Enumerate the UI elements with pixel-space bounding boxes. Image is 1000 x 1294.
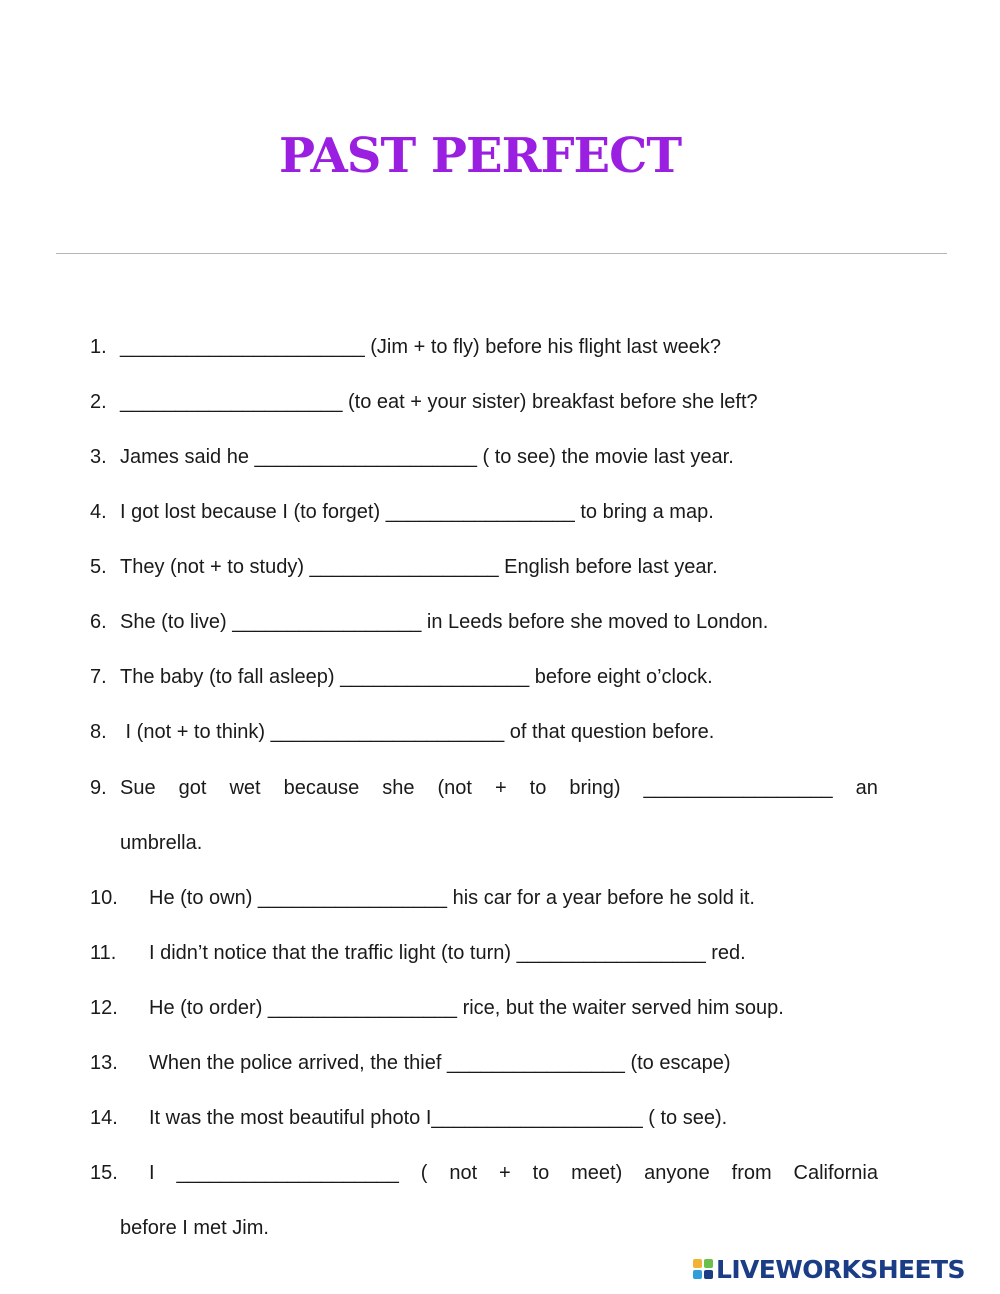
page-title: PAST PERFECT — [278, 128, 682, 184]
exercise-item-7 — [90, 662, 880, 692]
item-text: He (to order) _________________ rice, but the waiter served him soup. — [149, 997, 784, 1019]
item-word: (not — [437, 777, 472, 799]
exercise-item-13 — [90, 1048, 880, 1078]
item-text: I got lost because I (to forget) _________________ to bring a map. — [120, 501, 714, 523]
exercise-item-1 — [90, 332, 880, 362]
item-15-continuation: before I met Jim. — [120, 1217, 269, 1239]
item-number: 14. — [90, 1107, 118, 1129]
item-word: I — [149, 1162, 155, 1184]
exercise-item-5 — [90, 552, 880, 582]
exercise-item-6 — [90, 607, 880, 637]
item-word: to — [532, 1162, 550, 1184]
exercise-item-3 — [90, 442, 880, 472]
item-text: I didn’t notice that the traffic light (to turn) _________________ red. — [149, 942, 746, 964]
item-text: When the police arrived, the thief ________________ (to escape) — [149, 1052, 731, 1074]
item-text: ______________________ (Jim + to fly) before his flight last week? — [120, 336, 721, 358]
item-word: ( — [420, 1162, 428, 1184]
exercise-item-9 — [90, 773, 880, 803]
item-word: to — [529, 777, 547, 799]
exercise-item-12 — [90, 993, 880, 1023]
item-text: They (not + to study) _________________ English before last year. — [120, 556, 718, 578]
item-text: The baby (to fall asleep) _________________ before eight o’clock. — [120, 666, 713, 688]
item-number: 3. — [90, 446, 107, 468]
item-text: I (not + to think) _____________________ of that question before. — [120, 721, 715, 743]
exercise-item-14 — [90, 1103, 880, 1133]
item-word: Sue — [120, 777, 156, 799]
item-text: James said he ____________________ ( to see) the movie last year. — [120, 446, 734, 468]
item-number: 8. — [90, 721, 107, 743]
item-number: 13. — [90, 1052, 118, 1074]
item-word: she — [382, 777, 415, 799]
item-word: wet — [229, 777, 261, 799]
item-number: 2. — [90, 391, 107, 413]
item-number: 5. — [90, 556, 107, 578]
item-number: 9. — [90, 777, 107, 799]
logo-text: LIVEWORKSHEETS — [716, 1254, 965, 1284]
exercise-item-11 — [90, 938, 880, 968]
item-number: 15. — [90, 1162, 118, 1184]
item-word: meet) — [571, 1162, 623, 1184]
item-word: + — [499, 1162, 511, 1184]
exercise-item-2 — [90, 387, 880, 417]
item-word: got — [178, 777, 207, 799]
item-text: ____________________ (to eat + your sister) breakfast before she left? — [120, 391, 758, 413]
liveworksheets-logo-icon — [693, 1259, 713, 1279]
item-word: California — [793, 1162, 878, 1184]
item-word: an — [855, 777, 878, 799]
item-word: because — [283, 777, 360, 799]
item-9-continuation: umbrella. — [120, 832, 203, 854]
item-number: 11. — [90, 942, 117, 964]
item-number: 10. — [90, 887, 118, 909]
answer-blank: ____________________ — [176, 1162, 399, 1184]
item-text: She (to live) _________________ in Leeds before she moved to London. — [120, 611, 769, 633]
item-word: bring) — [569, 777, 621, 799]
answer-blank: _________________ — [643, 777, 833, 799]
item-word: from — [731, 1162, 772, 1184]
item-text-justified — [120, 773, 878, 803]
item-number: 1. — [90, 336, 107, 358]
item-word: anyone — [644, 1162, 710, 1184]
item-number: 12. — [90, 997, 118, 1019]
item-text: He (to own) _________________ his car for a year before he sold it. — [149, 887, 755, 909]
item-word: + — [494, 777, 507, 799]
item-text: It was the most beautiful photo I___________________ ( to see). — [149, 1107, 728, 1129]
exercise-item-10 — [90, 883, 880, 913]
exercise-item-4 — [90, 497, 880, 527]
exercise-item-8 — [90, 717, 880, 747]
item-word: not — [449, 1162, 478, 1184]
item-text-justified — [149, 1158, 878, 1188]
item-number: 4. — [90, 501, 107, 523]
exercise-item-15 — [90, 1158, 880, 1188]
liveworksheets-logo — [693, 1255, 965, 1283]
item-number: 7. — [90, 666, 107, 688]
item-number: 6. — [90, 611, 107, 633]
